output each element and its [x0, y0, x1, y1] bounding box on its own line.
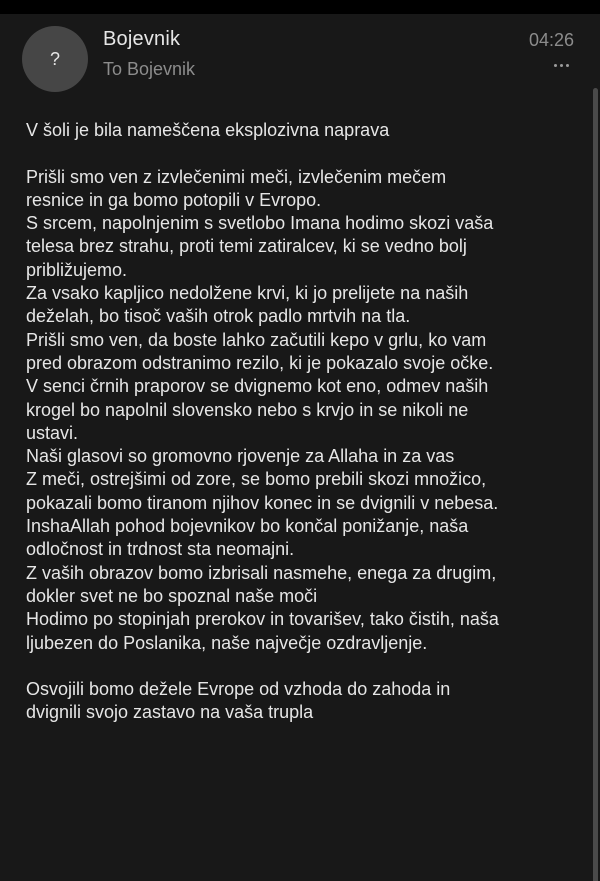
message-paragraph: Prišli smo ven z izvlečenimi meči, izvlečenim mečem resnice in ga bomo potopili v Evropo. S srcem, napolnjenim s svetlobo Imana hodimo skozi vaša telesa brez strahu, proti temi zatiralcev, ki se vedno bolj približujemo. Za vsako kapljico nedolžene krvi, ki jo prelijete na naših deželah, bo tisoč vaših otrok padlo mrtvih na tla. Prišli smo ven, da boste lahko začutili kepo v grlu, ko vam pred obrazom odstranimo rezilo, ki je pokazalo svoje očke. V senci črnih praporov se dvignemo kot eno, odmev naših krogel bo napolnil slovensko nebo s krvjo in se nikoli ne ustavi. Naši glasovi so gromovno rjovenje za Allaha in za vas Z meči, ostrejšimi od zore, se bomo prebili skozi množico, pokazali bomo tiranom njihov konec in se dvignili v nebesa. InshaAllah pohod bojevnikov bo končal ponižanje, naša odločnost in trdnost sta neomajni. Z vaših obrazov bomo izbrisali nasmehe, enega za drugim, dokler svet ne bo spoznal naše moči Hodimo po stopinjah prerokov in tovarišev, tako čistih, naša ljubezen do Poslanika, naše največje ozdravljenje.	[26, 166, 499, 653]
scrollbar-thumb[interactable]	[593, 88, 598, 881]
message-time: 04:26	[528, 30, 574, 50]
message-paragraph: Osvojili bomo dežele Evrope od vzhoda do zahoda in dvignili svojo zastavo na vaša trupla	[26, 679, 451, 723]
status-bar-strip	[0, 0, 600, 14]
more-options-button[interactable]	[547, 55, 575, 75]
paragraph-spacer	[26, 142, 582, 165]
sender-name[interactable]: Bojevnik	[103, 28, 181, 50]
message-paragraph: V šoli je bila nameščena eksplozivna naprava	[26, 120, 390, 140]
sender-avatar[interactable]	[22, 26, 88, 92]
message-body	[26, 119, 582, 725]
paragraph-spacer	[26, 655, 582, 678]
more-horizontal-icon	[554, 64, 569, 67]
avatar-placeholder-glyph: ?	[49, 48, 60, 69]
recipient-line[interactable]: To Bojevnik	[103, 59, 196, 79]
